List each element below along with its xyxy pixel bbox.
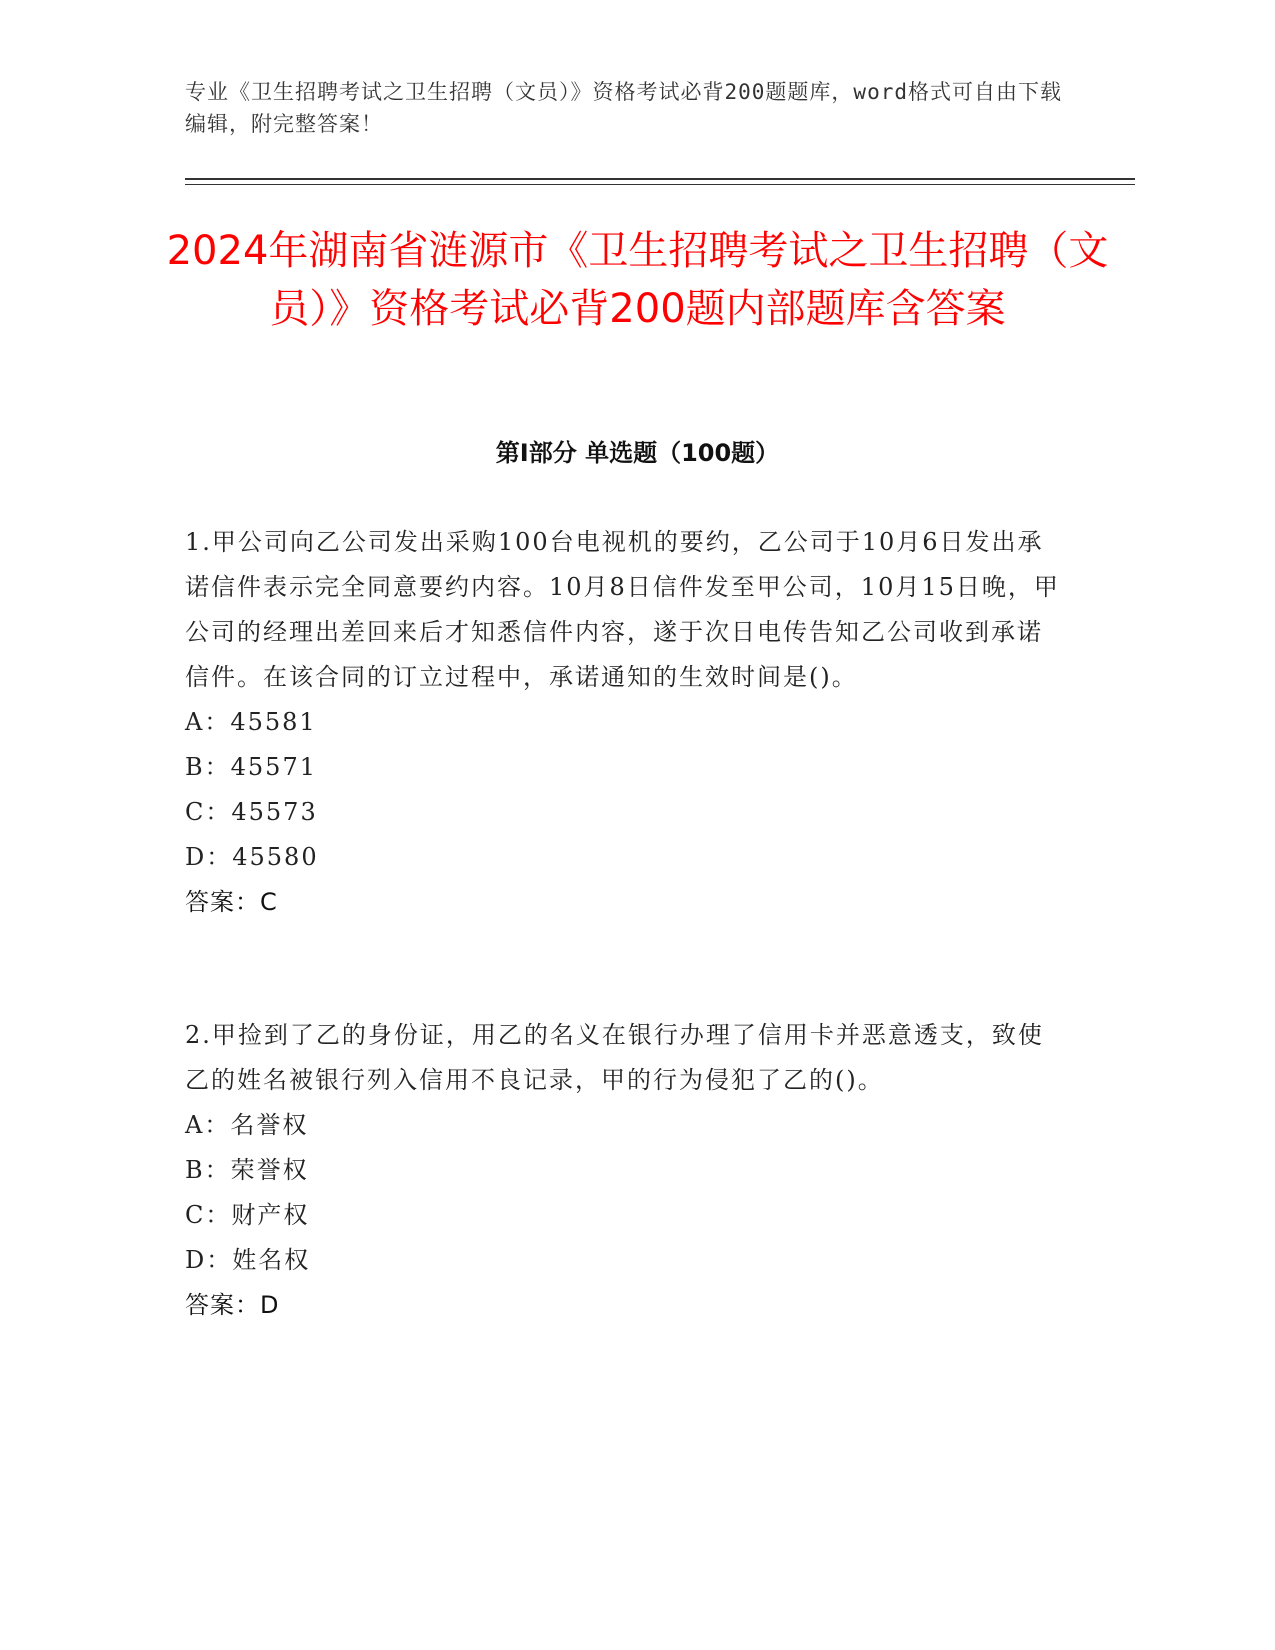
document-title: 2024年湖南省涟源市《卫生招聘考试之卫生招聘（文员）》资格考试必背200题内部题库含答案: [166, 228, 1109, 332]
header-divider-thick: [185, 178, 1135, 180]
option-list: [185, 700, 1065, 880]
option-d: D：姓名权: [185, 1246, 311, 1274]
option-a: A：名誉权: [185, 1111, 309, 1139]
question-stem: 1.甲公司向乙公司发出采购100台电视机的要约，乙公司于10月6日发出承诺信件表示完全同意要约内容。10月8日信件发至甲公司，10月15日晚，甲公司的经理出差回来后才知悉信件内容，遂于次日电传告知乙公司收到承诺信件。在该合同的订立过程中，承诺通知的生效时间是()。: [185, 528, 1060, 691]
header-note: 专业《卫生招聘考试之卫生招聘（文员）》资格考试必背200题题库，word格式可自由下载编辑，附完整答案！: [185, 80, 1062, 136]
question-1: [185, 520, 1065, 925]
answer-text: 答案：D: [185, 1291, 280, 1319]
question-stem: 2.甲捡到了乙的身份证，用乙的名义在银行办理了信用卡并恶意透支，致使乙的姓名被银行列入信用不良记录，甲的行为侵犯了乙的()。: [185, 1021, 1044, 1094]
option-list: [185, 1103, 1065, 1283]
option-c: C：45573: [185, 798, 318, 826]
header-divider-thin: [185, 184, 1135, 185]
question-2: [185, 1013, 1065, 1328]
option-d: D：45580: [185, 843, 319, 871]
section-title: 第Ⅰ部分 单选题（100题）: [495, 439, 780, 467]
option-c: C：财产权: [185, 1201, 310, 1229]
option-a: A：45581: [185, 708, 317, 736]
option-b: B：45571: [185, 753, 317, 781]
answer-text: 答案：C: [185, 888, 278, 916]
option-b: B：荣誉权: [185, 1156, 309, 1184]
